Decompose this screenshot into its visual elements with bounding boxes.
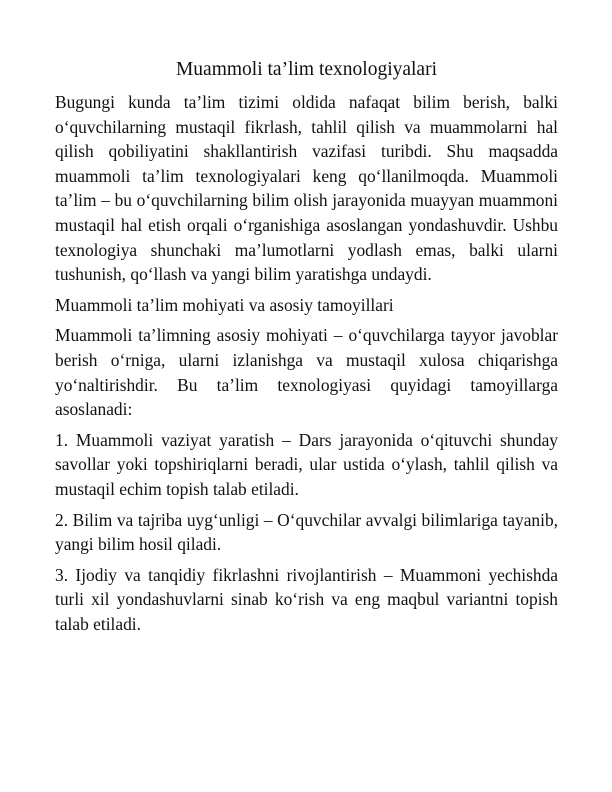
- document-page: [55, 58, 558, 642]
- section-heading: Muammoli ta’lim mohiyati va asosiy tamoyillari: [55, 294, 394, 315]
- intro-paragraph: Bugungi kunda ta’lim tizimi oldida nafaqat bilim berish, balki o‘quvchilarning mustaqil fikrlash, tahlil qilish va muammolarni hal qilish qobiliyatini shakllantirish vazifasi turibdi. Shu maqsadda muammoli ta’lim texnologiyalari keng qo‘llanilmoqda. Muammoli ta’lim – bu o‘quvchilarning bilim olish jarayonida muayyan muammoni mustaqil hal etish orqali o‘rganishiga asoslangan yondashuvdir. Ushbu texnologiya shunchaki ma’lumotlarni yodlash emas, balki ularni tushunish, qo‘llash va yangi bilim yaratishga undaydi.: [55, 92, 558, 285]
- section-intro-paragraph: Muammoli ta’limning asosiy mohiyati – o‘quvchilarga tayyor javoblar berish o‘rniga, ularni izlanishga va mustaqil xulosa chiqarishga yo‘naltirishdir. Bu ta’lim texnologiyasi quyidagi tamoyillarga asoslanadi:: [55, 325, 558, 420]
- principle-item-2: 2. Bilim va tajriba uyg‘unligi – O‘quvchilar avvalgi bilimlariga tayanib, yangi bilim hosil qiladi.: [55, 509, 558, 555]
- principle-item-1: 1. Muammoli vaziyat yaratish – Dars jarayonida o‘qituvchi shunday savollar yoki topshiriqlarni beradi, ular ustida o‘ylash, tahlil qilish va mustaqil echim topish talab etiladi.: [55, 429, 558, 499]
- principle-item-3: 3. Ijodiy va tanqidiy fikrlashni rivojlantirish – Muammoni yechishda turli xil yondashuvlarni sinab ko‘rish va eng maqbul variantni topish talab etiladi.: [55, 564, 558, 634]
- document-title: Muammoli ta’lim texnologiyalari: [175, 59, 438, 80]
